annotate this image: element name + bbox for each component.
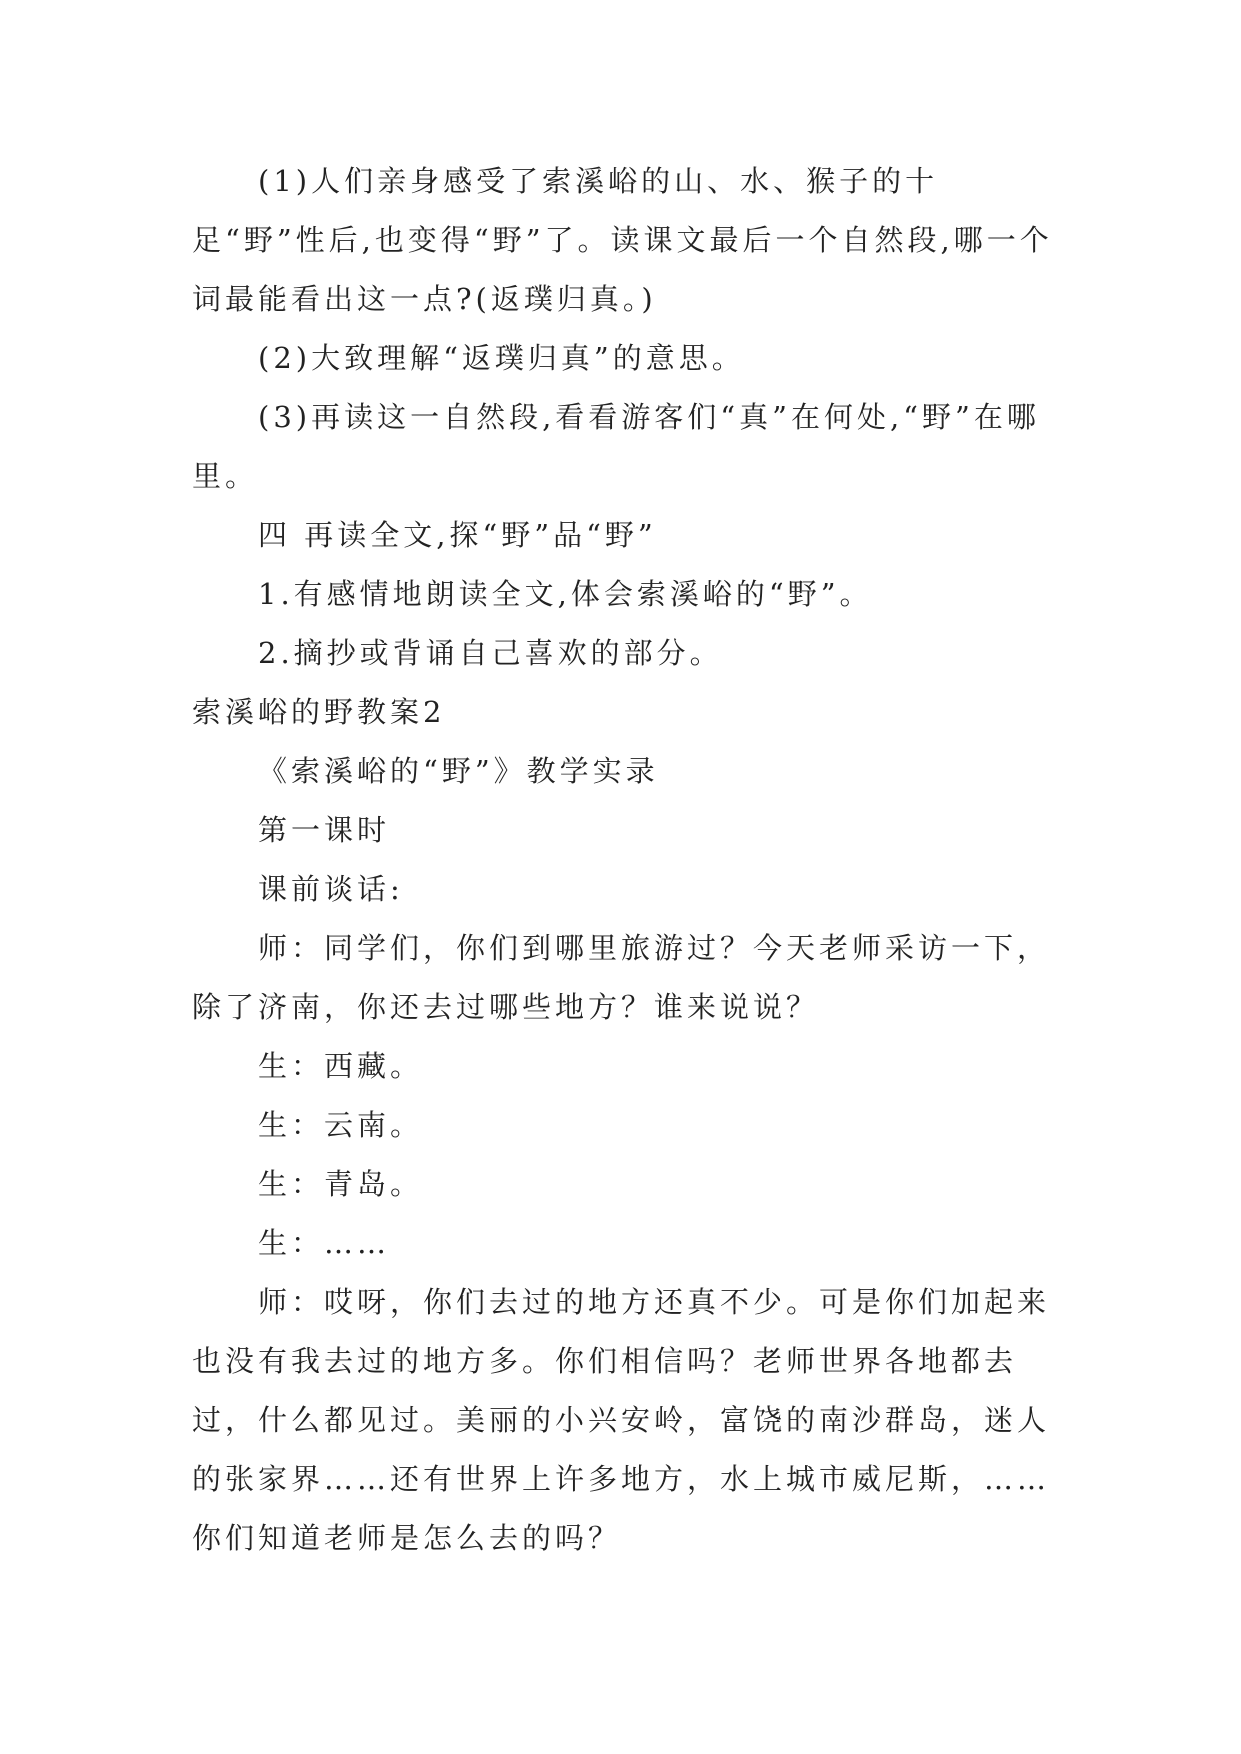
student-line-2: 生：云南。 bbox=[258, 1108, 424, 1142]
student-line-3: 生：青岛。 bbox=[258, 1167, 424, 1201]
teacher-line-2: 师：哎呀，你们去过的地方还真不少。可是你们加起来也没有我去过的地方多。你们相信吗？老师世界各地都去过，什么都见过。美丽的小兴安岭，富饶的南沙群岛，迷人的张家界……还有世界上许多地方，水上城市威尼斯，……你们知道老师是怎么去的吗？ bbox=[192, 1285, 1051, 1555]
lesson-heading: 第一课时 bbox=[258, 813, 391, 847]
student-line-4: 生：…… bbox=[258, 1226, 391, 1260]
section-heading-four: 四 再读全文,探“野”品“野” bbox=[258, 518, 657, 552]
teacher-line-1: 师：同学们，你们到哪里旅游过？今天老师采访一下，除了济南，你还去过哪些地方？谁来说说？ bbox=[192, 931, 1051, 1024]
document-body bbox=[192, 152, 1062, 1568]
document-subtitle: 《索溪峪的“野”》教学实录 bbox=[258, 754, 659, 788]
student-line-1: 生：西藏。 bbox=[258, 1049, 424, 1083]
pre-class-talk-heading: 课前谈话: bbox=[258, 872, 404, 906]
paragraph-reread-section: (3)再读这一自然段,看看游客们“真”在何处,“野”在哪里。 bbox=[192, 400, 1040, 493]
list-item-1: 1.有感情地朗读全文,体会索溪峪的“野”。 bbox=[258, 577, 873, 611]
document-title: 索溪峪的野教案2 bbox=[192, 695, 446, 729]
list-item-2: 2.摘抄或背诵自己喜欢的部分。 bbox=[258, 636, 723, 670]
paragraph-feeling-wild: (1)人们亲身感受了索溪峪的山、水、猴子的十足“野”性后,也变得“野”了。读课文最后一个自然段,哪一个词最能看出这一点?(返璞归真。) bbox=[192, 164, 1053, 316]
paragraph-understand-phrase: (2)大致理解“返璞归真”的意思。 bbox=[258, 341, 745, 375]
